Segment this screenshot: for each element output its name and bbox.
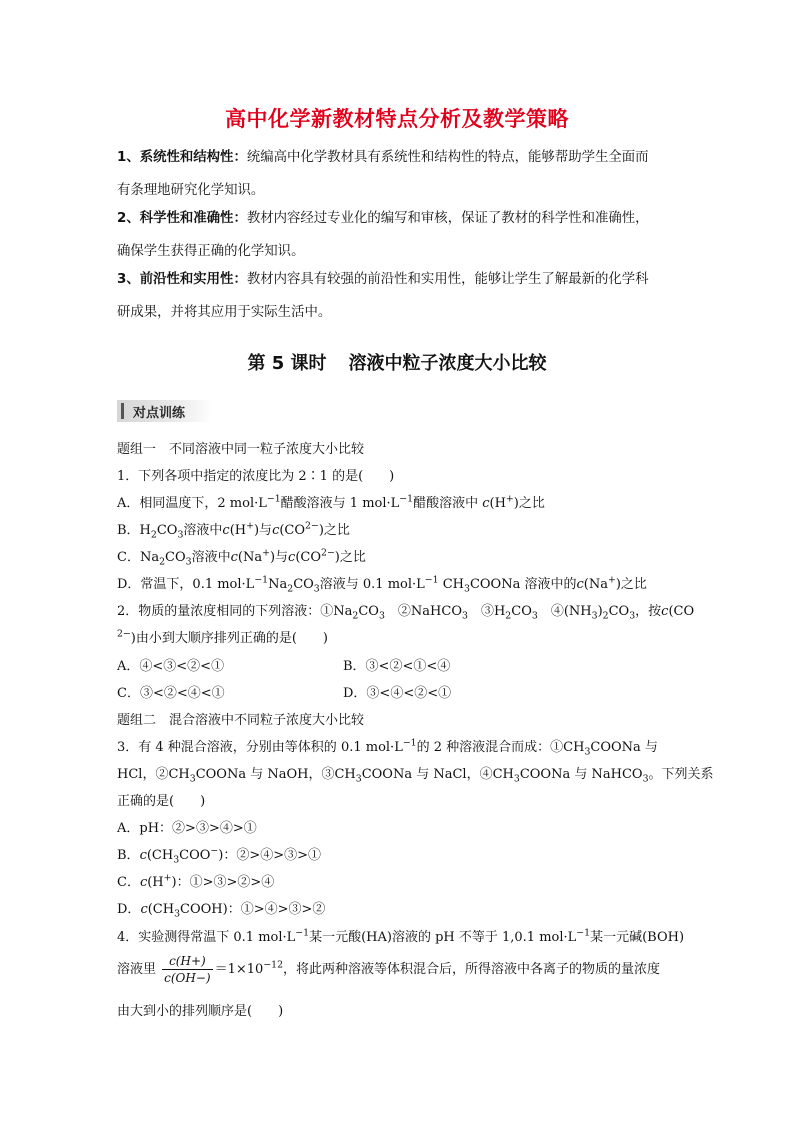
intro-text-cont: 确保学生获得正确的化学知识。 — [117, 244, 305, 259]
q3-stem-cont: HCl，$②CH_3COONa$ 与 NaOH，$③CH_3COONa$ 与 NaCl，$④CH_3COONa$ 与 NaHCO$_3$。下列关系 — [117, 767, 714, 785]
intro-label: 2、科学性和准确性： — [117, 211, 247, 226]
intro-text-cont: 研成果，并将其应用于实际生活中。 — [117, 305, 332, 320]
section-tag — [117, 400, 213, 422]
intro-text-cont: 有条理地研究化学知识。 — [117, 183, 265, 198]
q2-option-a: A．④<③<②<① — [117, 659, 225, 674]
intro-text: 统编高中化学教材具有系统性和结构性的特点，能够帮助学生全面而 — [246, 150, 649, 165]
lesson-topic: 溶液中粒子浓度大小比较 — [348, 353, 547, 374]
q1-option-d: D．常温下，0.1 $mol\cdot L^{-1}Na_2CO_3$溶液与 0.1 $mol\cdot L^{-1}$ $CH_3COONa$ 溶液中的c(Na+)之比 — [117, 574, 647, 595]
q1-stem: 1．下列各项中指定的浓度比为 2∶1 的是( ) — [117, 469, 395, 484]
intro-point-2 — [117, 202, 683, 268]
q2-stem-cont: $^{2-}$)由小到大顺序排列正确的是( ) — [117, 628, 328, 646]
intro-label: 3、前沿性和实用性： — [117, 272, 247, 287]
section-tag-label: 对点训练 — [133, 406, 186, 421]
q3-stem-end: 正确的是( ) — [117, 794, 206, 809]
tag-bar — [121, 403, 124, 419]
intro-text: 教材内容具有较强的前沿性和实用性，能够让学生了解最新的化学科 — [246, 272, 649, 287]
q4-stem-end: 由大到小的排列顺序是( ) — [117, 1004, 284, 1019]
intro-text: 教材内容经过专业化的编写和审核，保证了教材的科学性和准确性， — [246, 211, 649, 226]
q4-stem-cont: 溶液里 $\frac{c(H+)}{c(OH-)}$ $=1\times 10^{-12}$，将此两种溶液等体积混合后，所得溶液中各离子的物质的量浓度 — [117, 954, 661, 985]
q2-option-c: C．③<②<④<① — [117, 686, 225, 701]
q1-option-b: B．$H_2CO_3$溶液中c(H+)与$c(CO^{2-})$之比 — [117, 520, 350, 541]
main-title: 高中化学新教材特点分析及教学策略 — [225, 107, 569, 131]
q2-option-d: D．③<④<②<① — [343, 686, 452, 701]
q1-option-c: C．$Na_2CO_3$溶液中c(Na+)与$c(CO^{2-})$之比 — [117, 547, 366, 568]
group-1-heading: 题组一 不同溶液中同一粒子浓度大小比较 — [117, 442, 365, 457]
q1-option-a: A．相同温度下，2 $mol\cdot L^{-1}$醋酸溶液与 1 $mol\cdot L^{-1}$醋酸溶液中 c(H+)之比 — [117, 493, 545, 511]
lesson-title — [0, 349, 794, 375]
q3-option-d: D．$c(CH_3COOH)$：①>④>③>② — [117, 902, 326, 920]
q4-stem: 4．实验测得常温下 0.1 $mol\cdot L^{-1}$某一元酸(HA)溶液的 pH 不等于 1,0.1 $mol\cdot L^{-1}$某一元碱(BOH) — [117, 927, 685, 945]
q3-stem: 3．有 4 种混合溶液，分别由等体积的 0.1 $mol\cdot L^{-1}$的 2 种溶液混合而成：$①CH_3COONa$ 与 — [117, 737, 658, 758]
intro-label: 1、系统性和结构性： — [117, 150, 247, 165]
q2-stem: 2．物质的量浓度相同的下列溶液：$①Na_2CO_3$ ②NaHCO$_3$ $③H_2CO_3$ $④(NH_3)_2CO_3$，按c(CO — [117, 604, 695, 622]
group-2-heading: 题组二 混合溶液中不同粒子浓度大小比较 — [117, 713, 365, 728]
q3-option-a: A．pH：②>③>④>① — [117, 821, 257, 836]
intro-point-3 — [117, 263, 683, 329]
intro-point-1 — [117, 141, 683, 207]
lesson-number: 第 5 课时 — [247, 353, 327, 374]
concentration-ratio-fraction: $\frac{c(H+)}{c(OH-)}$ — [164, 954, 211, 985]
q3-option-b: B．$c(CH_3COO^-)$：②>④>③>① — [117, 845, 322, 866]
q2-option-b: B．③<②<①<④ — [343, 659, 451, 674]
q3-option-c: C．c(H+)：①>③>②>④ — [117, 872, 275, 890]
